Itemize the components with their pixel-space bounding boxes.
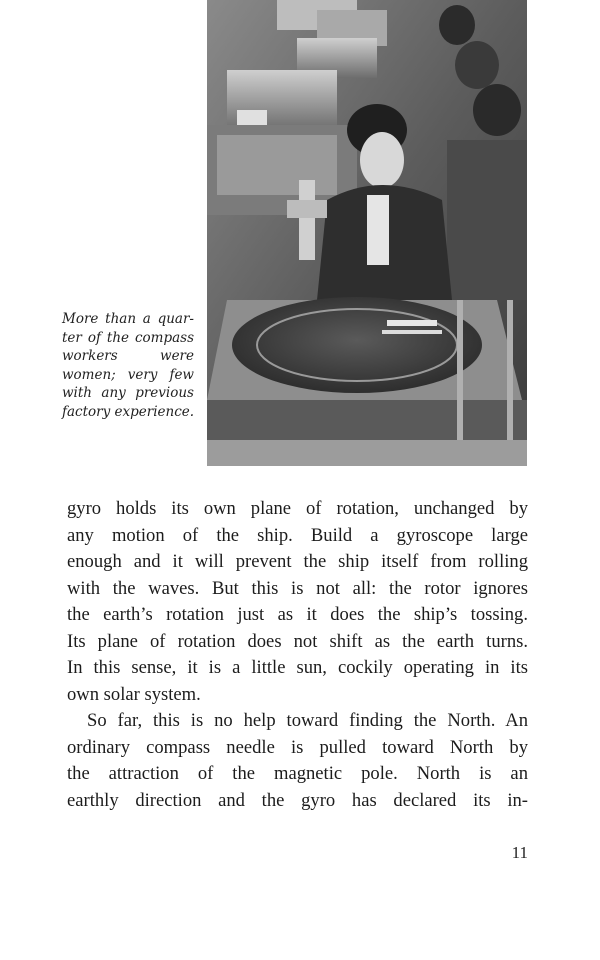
text-line: Its plane of rotation does not shift as the earth turns. bbox=[67, 630, 528, 652]
text-line: the earth’s rotation just as it does the ship’s tossing. bbox=[67, 604, 528, 625]
text-line: In this sense, it is a little sun, cockily operating in its bbox=[67, 657, 528, 678]
text-line: earthly direction and the gyro has declared its in- bbox=[67, 789, 528, 811]
text-line: gyro holds its own plane of rotation, unchanged by bbox=[67, 498, 528, 519]
page-number: 11 bbox=[511, 843, 528, 862]
photo-caption bbox=[62, 310, 194, 421]
caption-line: workers were bbox=[62, 348, 194, 364]
text-line: So far, this is no help toward finding the North. An bbox=[87, 710, 528, 731]
paragraph-1 bbox=[67, 496, 528, 708]
paragraph-2 bbox=[67, 708, 528, 814]
text-line: the attraction of the magnetic pole. North is an bbox=[67, 763, 528, 784]
caption-line: ter of the compass bbox=[62, 329, 194, 346]
text-line: enough and it will prevent the ship itself from rolling bbox=[67, 551, 528, 572]
body-text bbox=[67, 496, 528, 814]
text-line: with the waves. But this is not all: the rotor ignores bbox=[67, 577, 528, 599]
text-line: ordinary compass needle is pulled toward North by bbox=[67, 736, 528, 758]
caption-line: with any previous bbox=[62, 385, 194, 401]
caption-line: factory experience. bbox=[62, 403, 195, 420]
factory-photo-illustration bbox=[207, 0, 527, 466]
factory-photo bbox=[207, 0, 527, 466]
text-line: any motion of the ship. Build a gyroscope large bbox=[67, 524, 528, 546]
caption-line: women; very few bbox=[62, 366, 194, 383]
caption-line: More than a quar- bbox=[62, 311, 194, 327]
text-line: own solar system. bbox=[67, 683, 201, 705]
